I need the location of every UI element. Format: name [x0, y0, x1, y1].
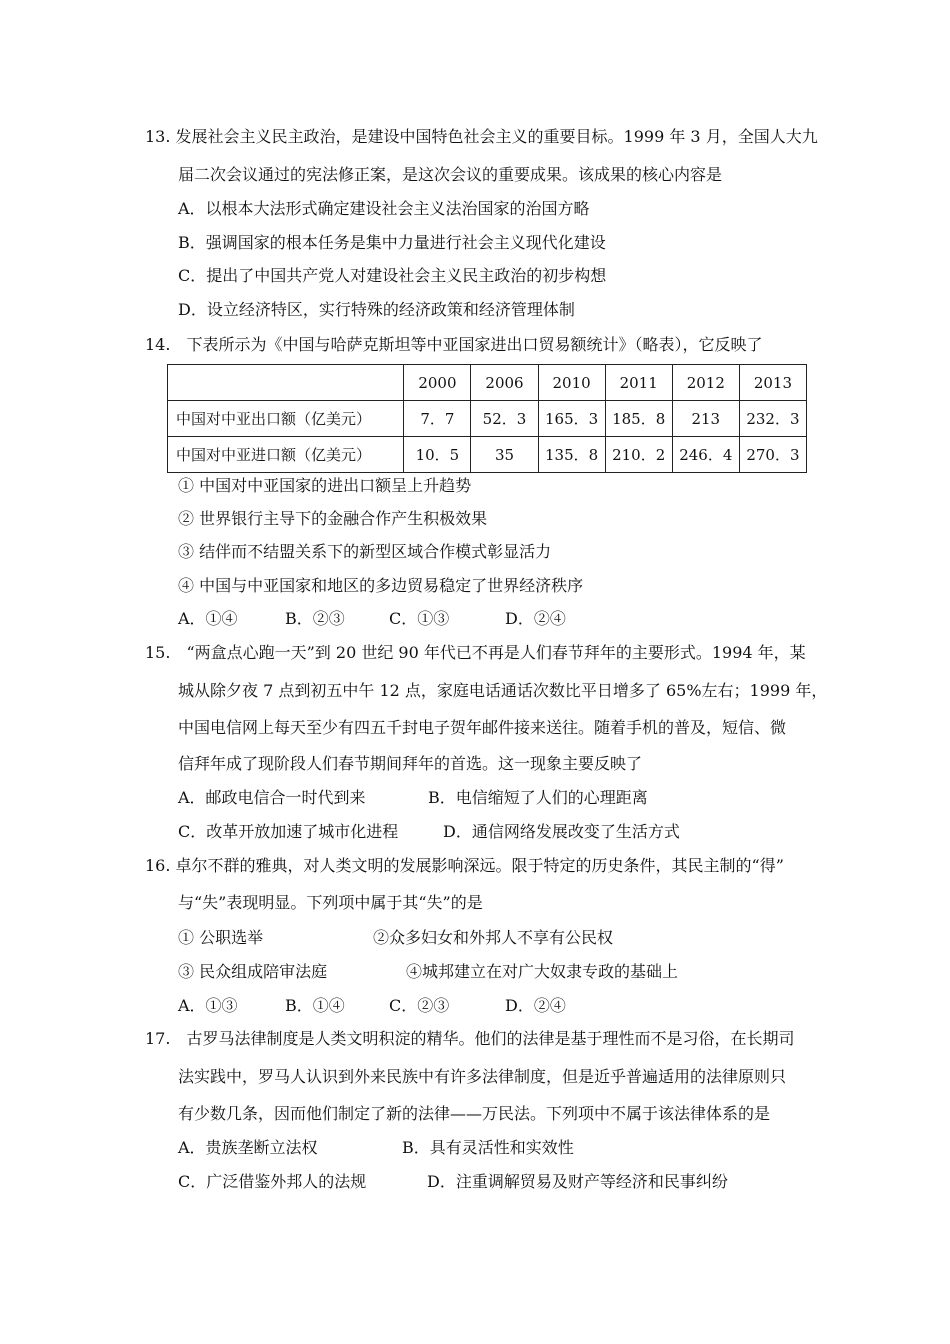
question-17-option-b: B．具有灵活性和实效性: [402, 1138, 574, 1157]
table-year-cell: 2012: [672, 365, 739, 401]
question-15-option-a: A．邮政电信合一时代到来: [178, 788, 366, 807]
table-row-label: 中国对中亚出口额（亿美元）: [168, 401, 404, 437]
question-14-option-d: D．②④: [505, 609, 566, 628]
question-16-statement-1: ① 公职选举: [178, 928, 264, 947]
question-17-option-d: D．注重调解贸易及财产等经济和民事纠纷: [427, 1172, 728, 1191]
question-13-option-b: B．强调国家的根本任务是集中力量进行社会主义现代化建设: [178, 233, 606, 252]
question-17-stem-line-2: 法实践中，罗马人认识到外来民族中有许多法律制度，但是近乎普遍适用的法律原则只: [178, 1067, 787, 1086]
question-16-option-c: C．②③: [389, 996, 450, 1015]
question-13-option-c: C．提出了中国共产党人对建设社会主义民主政治的初步构想: [178, 266, 607, 285]
question-15-option-b: B．电信缩短了人们的心理距离: [428, 788, 648, 807]
question-14-statement-3: ③ 结伴而不结盟关系下的新型区域合作模式彰显活力: [178, 542, 552, 561]
question-15-stem-line-2: 城从除夕夜 7 点到初五中午 12 点，家庭电话通话次数比平日增多了 65%左右；1999 年，: [178, 681, 828, 700]
question-14-option-a: A．①④: [178, 609, 238, 628]
table-year-cell: 2006: [471, 365, 538, 401]
question-15-option-c: C．改革开放加速了城市化进程: [178, 822, 399, 841]
question-14-statement-1: ① 中国对中亚国家的进出口额呈上升趋势: [178, 476, 472, 495]
question-14-stem-line-1: 14. 下表所示为《中国与哈萨克斯坦等中亚国家进出口贸易额统计》（略表），它反映了: [145, 335, 763, 354]
question-15-stem-line-3: 中国电信网上每天至少有四五千封电子贺年邮件接来送往。随着手机的普及，短信、微: [178, 718, 787, 737]
question-17-option-a: A．贵族垄断立法权: [178, 1138, 318, 1157]
question-16-option-d: D．②④: [505, 996, 566, 1015]
question-14-statement-4: ④ 中国与中亚国家和地区的多边贸易稳定了世界经济秩序: [178, 576, 584, 595]
table-cell: 270．3: [739, 437, 806, 473]
question-16-statement-4: ④城邦建立在对广大奴隶专政的基础上: [406, 962, 679, 981]
table-year-cell: 2013: [739, 365, 806, 401]
question-13-stem-line-2: 届二次会议通过的宪法修正案，是这次会议的重要成果。该成果的核心内容是: [178, 165, 723, 184]
table-cell: 52．3: [471, 401, 538, 437]
table-cell: 213: [672, 401, 739, 437]
question-13-stem-line-1: 13. 发展社会主义民主政治，是建设中国特色社会主义的重要目标。1999 年 3 月，全国人大九: [145, 127, 818, 146]
question-16-stem-line-2: 与“失”表现明显。下列项中属于其“失”的是: [178, 893, 483, 912]
table-cell: 185．8: [605, 401, 672, 437]
question-14-option-b: B．②③: [285, 609, 345, 628]
table-cell: 35: [471, 437, 538, 473]
question-16-statement-3: ③ 民众组成陪审法庭: [178, 962, 328, 981]
question-16-option-b: B．①④: [285, 996, 345, 1015]
question-16-stem-line-1: 16. 卓尔不群的雅典，对人类文明的发展影响深远。限于特定的历史条件，其民主制的“得”: [145, 856, 784, 875]
question-14-statement-2: ② 世界银行主导下的金融合作产生积极效果: [178, 509, 488, 528]
question-17-stem-line-1: 17. 古罗马法律制度是人类文明积淀的精华。他们的法律是基于理性而不是习俗，在长期司: [145, 1029, 795, 1048]
question-13-option-a: A．以根本大法形式确定建设社会主义法治国家的治国方略: [178, 199, 590, 218]
question-17-option-c: C．广泛借鉴外邦人的法规: [178, 1172, 367, 1191]
table-cell: 232．3: [739, 401, 806, 437]
question-17-stem-line-3: 有少数几条，因而他们制定了新的法律——万民法。下列项中不属于该法律体系的是: [178, 1104, 771, 1123]
table-row-label: 中国对中亚进口额（亿美元）: [168, 437, 404, 473]
table-year-cell: 2010: [538, 365, 605, 401]
question-15-stem-line-1: 15. “两盒点心跑一天”到 20 世纪 90 年代已不再是人们春节拜年的主要形式。1994 年，某: [145, 643, 806, 662]
table-year-cell: 2011: [605, 365, 672, 401]
question-13-option-d: D．设立经济特区，实行特殊的经济政策和经济管理体制: [178, 300, 575, 319]
question-16-option-a: A．①③: [178, 996, 238, 1015]
table-cell: 10．5: [404, 437, 471, 473]
question-16-statement-2: ②众多妇女和外邦人不享有公民权: [373, 928, 614, 947]
table-cell: 165．3: [538, 401, 605, 437]
table-cell: 135．8: [538, 437, 605, 473]
table-cell: 210．2: [605, 437, 672, 473]
question-15-stem-line-4: 信拜年成了现阶段人们春节期间拜年的首选。这一现象主要反映了: [178, 754, 643, 773]
table-cell: 246．4: [672, 437, 739, 473]
table-cell: 7．7: [404, 401, 471, 437]
table-year-cell: 2000: [404, 365, 471, 401]
question-15-option-d: D．通信网络发展改变了生活方式: [443, 822, 680, 841]
question-14-option-c: C．①③: [389, 609, 450, 628]
